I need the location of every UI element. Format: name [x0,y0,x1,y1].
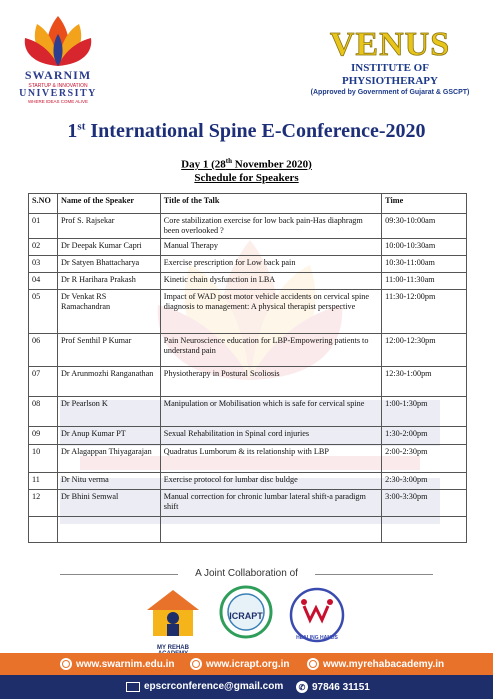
cell-time: 10:30-11:00am [382,256,467,273]
swarnim-university-logo [16,12,100,105]
venus-institute-name: INSTITUTE OF PHYSIOTHERAPY [342,62,438,87]
cell-time: 12:30-1:00pm [382,367,467,397]
footer-web-bar [0,653,493,675]
healing-hands-logo [288,586,346,641]
cell-talk: Exercise protocol for lumbar disc buldge [160,473,381,490]
cell-talk: Pain Neuroscience education for LBP-Empowering patients to understand pain [160,334,381,367]
cell-talk: Exercise prescription for Low back pain [160,256,381,273]
cell-speaker: Dr Arunmozhi Ranganathan [57,367,160,397]
cell-time: 2:00-2:30pm [382,445,467,473]
column-header-speaker: Name of the Speaker [57,194,160,214]
footer-phone: 97846 31151 [312,681,370,693]
table-row [29,290,467,334]
day-prefix: Day 1 (28 [181,158,226,171]
cell-talk: Manual Therapy [160,239,381,256]
schedule-table [28,193,467,543]
cell-time: 2:30-3:00pm [382,473,467,490]
table-row [29,273,467,290]
cell-speaker: Dr R Harihara Prakash [57,273,160,290]
cell-sno: 03 [29,256,58,273]
phone-icon: ✆ [296,681,308,693]
partner3-name: HEALING HANDS [296,635,338,641]
globe-icon [307,658,319,670]
globe-icon [190,658,202,670]
day-suffix: November 2020) [232,158,312,171]
cell-sno: 10 [29,445,58,473]
cell-sno: 06 [29,334,58,367]
footer-email: epscrconference@gmail.com [144,681,284,692]
cell-talk: Manipulation or Mobilisation which is safe for cervical spine [160,397,381,427]
title-ordinal-suffix: st [77,120,86,133]
table-row [29,427,467,445]
collab-divider-right [315,574,433,575]
cell-sno: 04 [29,273,58,290]
cell-time: 09:30-10:00am [382,214,467,239]
footer-web1: www.swarnim.edu.in [76,658,175,670]
table-row [29,334,467,367]
globe-icon [60,658,72,670]
cell-time: 11:30-12:00pm [382,290,467,334]
cell-speaker: Dr Satyen Bhattacharya [57,256,160,273]
cell-speaker: Dr Alagappan Thiyagarajan [57,445,160,473]
lotus-icon [23,12,93,70]
cell-time: 10:00-10:30am [382,239,467,256]
schedule-heading: Schedule for Speakers [194,172,299,184]
cell-sno: 11 [29,473,58,490]
cell-speaker: Dr Anup Kumar PT [57,427,160,445]
academy-house-icon [145,588,201,650]
title-ordinal-number: 1 [67,120,78,142]
cell-time: 3:00-3:30pm [382,490,467,517]
cell-time: 1:00-1:30pm [382,397,467,427]
venus-institute-logo [305,28,475,97]
cell-speaker: Prof Senthil P Kumar [57,334,160,367]
cell-sno: 01 [29,214,58,239]
cell-sno: 07 [29,367,58,397]
venus-approval: (Approved by Government of Gujarat & GSCPT) [310,89,470,96]
envelope-icon [126,682,140,692]
column-header-time: Time [382,194,467,214]
cell-talk: Impact of WAD post motor vehicle accidents on cervical spine diagnosis to management: A physical therapist perspective [160,290,381,334]
swarnim-tagline: WHERE IDEAS COME ALIVE [27,99,88,104]
table-header-row [29,194,467,214]
footer-link-swarnim[interactable] [60,658,175,670]
day-suffix-sup: th [225,157,232,165]
partner2-name: ICRAPT [229,611,263,621]
cell-time: 1:30-2:00pm [382,427,467,445]
cell-talk: Core stabilization exercise for low back pain-Has diaphragm been overlooked ? [160,214,381,239]
column-header-talk: Title of the Talk [160,194,381,214]
day-heading [0,157,493,171]
swarnim-subtitle: STARTUP & INNOVATION [28,83,88,89]
venus-name: VENUS [329,26,451,63]
cell-speaker: Dr Pearlson K [57,397,160,427]
cell-speaker: Dr Deepak Kumar Capri [57,239,160,256]
swarnim-name: SWARNIM [24,68,92,82]
table-row [29,490,467,517]
cell-speaker: Dr Nitu verma [57,473,160,490]
footer-web2: www.icrapt.org.in [206,658,290,670]
collaboration-heading: A Joint Collaboration of [195,568,298,579]
table-row [29,397,467,427]
table-row [29,256,467,273]
cell-empty [57,517,160,543]
cell-sno: 02 [29,239,58,256]
table-row [29,473,467,490]
table-row-empty [29,517,467,543]
cell-time: 11:00-11:30am [382,273,467,290]
cell-talk: Physiotherapy in Postural Scoliosis [160,367,381,397]
footer-email-link[interactable] [126,681,283,692]
cell-sno: 05 [29,290,58,334]
my-rehab-academy-logo [145,588,201,657]
cell-speaker: Dr Venkat RS Ramachandran [57,290,160,334]
cell-empty [29,517,58,543]
partner1-name: MY REHAB [157,645,189,651]
footer-web3: www.myrehabacademy.in [323,658,445,670]
table-row [29,214,467,239]
footer-link-myrehab[interactable] [307,658,444,670]
cell-talk: Manual correction for chronic lumbar lateral shift-a paradigm shift [160,490,381,517]
column-header-sno: S.NO [29,194,58,214]
cell-talk: Kinetic chain dysfunction in LBA [160,273,381,290]
cell-talk: Sexual Rehabilitation in Spinal cord injuries [160,427,381,445]
footer-link-icrapt[interactable] [190,658,290,670]
footer-contact-bar [0,675,493,699]
table-row [29,239,467,256]
cell-sno: 12 [29,490,58,517]
table-row [29,367,467,397]
cell-time: 12:00-12:30pm [382,334,467,367]
cell-speaker: Prof S. Rajsekar [57,214,160,239]
cell-speaker: Dr Bhini Semwal [57,490,160,517]
icrapt-logo [218,584,274,621]
swarnim-university-word: UNIVERSITY [19,88,97,99]
cell-empty [382,517,467,543]
conference-title [0,120,493,143]
cell-sno: 08 [29,397,58,427]
footer-phone-link[interactable] [296,681,370,693]
cell-empty [160,517,381,543]
cell-talk: Quadratus Lumborum & its relationship with LBP [160,445,381,473]
table-row [29,445,467,473]
cell-sno: 09 [29,427,58,445]
title-text: International Spine E-Conference-2020 [85,120,426,142]
